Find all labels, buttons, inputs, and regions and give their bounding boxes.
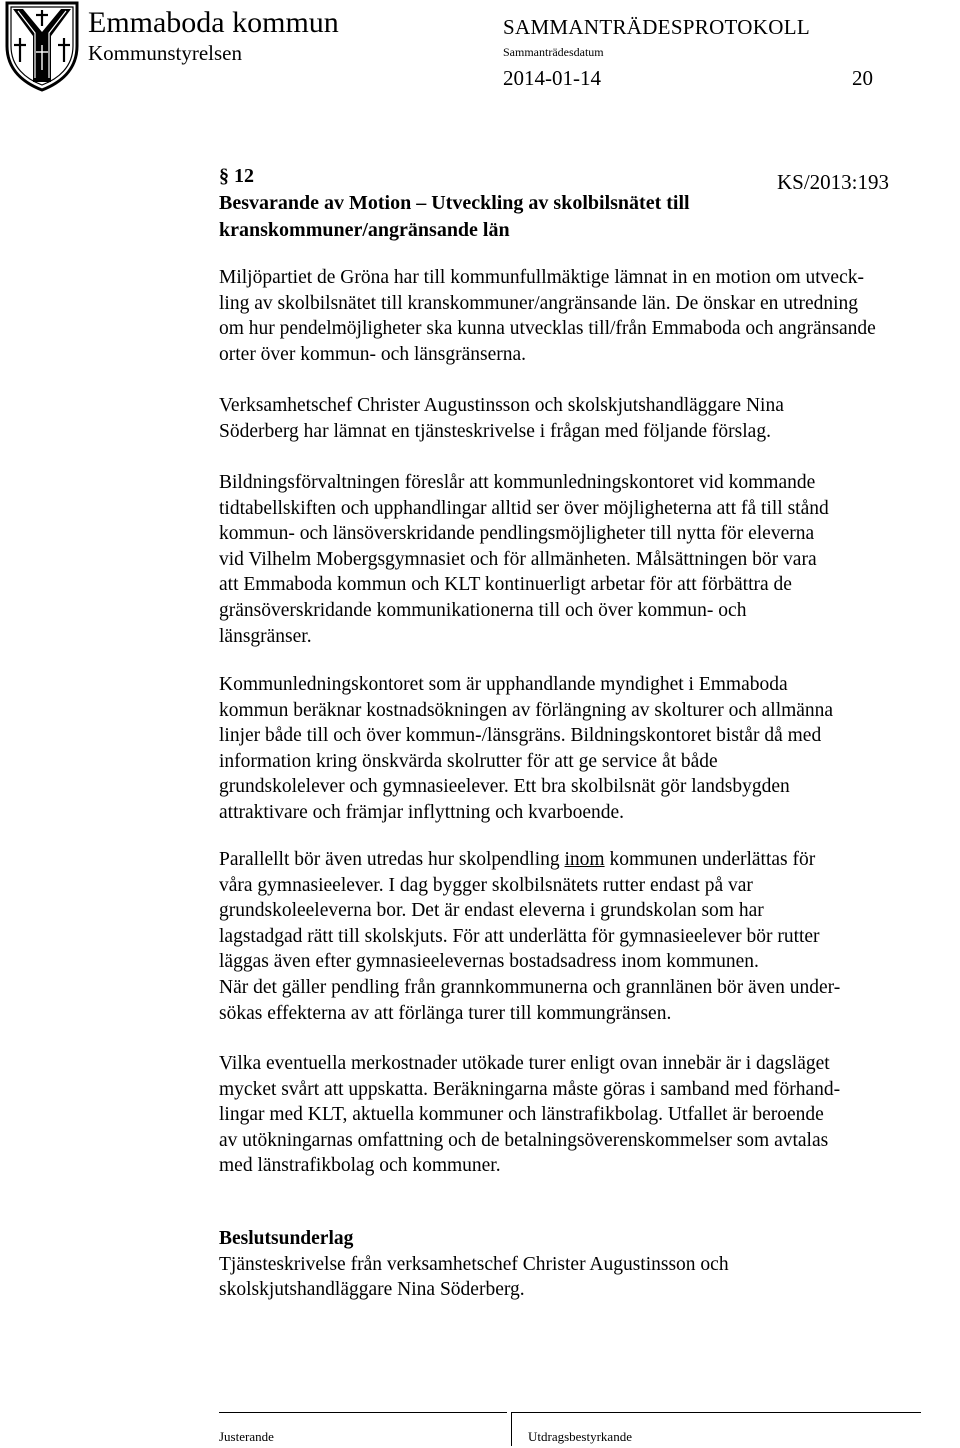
body-paragraph bbox=[219, 265, 939, 367]
body-paragraph bbox=[219, 1051, 939, 1179]
paragraph-number: § 12 bbox=[219, 165, 254, 187]
text-segment: kommunen underlättas för bbox=[604, 849, 816, 870]
text-line: linjer både till och över kommun-/länsgräns. Bildningskontoret bistår då med bbox=[219, 725, 822, 747]
text-line: skolskjutshandläggare Nina Söderberg. bbox=[219, 1279, 525, 1301]
footer-divider bbox=[219, 1412, 507, 1413]
meeting-date-label: Sammanträdesdatum bbox=[503, 45, 604, 59]
text-line: grundskoleeleverna bor. Det är endast eleverna i grundskolan som har bbox=[219, 900, 764, 922]
text-line: information kring önskvärda skolrutter för att ge service åt både bbox=[219, 750, 718, 772]
text-segment: Parallellt bör även utredas hur skolpendling bbox=[219, 849, 565, 870]
meeting-date: 2014-01-14 bbox=[503, 66, 601, 90]
text-line: Tjänsteskrivelse från verksamhetschef Christer Augustinsson och bbox=[219, 1253, 729, 1275]
underlined-word: inom bbox=[564, 849, 605, 870]
item-title-line: Besvarande av Motion – Utveckling av skolbilsnätet till bbox=[219, 192, 690, 214]
text-line bbox=[219, 847, 939, 873]
coat-of-arms-logo bbox=[4, 0, 80, 92]
text-line: ling av skolbilsnätet till kranskommuner/angränsande län. De önskar en utredning bbox=[219, 292, 859, 314]
page-number: 20 bbox=[852, 66, 873, 90]
text-line: om hur pendelmöjligheter ska kunna utvecklas till/från Emmaboda och angränsande bbox=[219, 318, 876, 340]
text-line: läggas även efter gymnasieelevernas bostadsadress inom kommunen. bbox=[219, 951, 759, 973]
footer-divider bbox=[511, 1412, 512, 1446]
text-line: Miljöpartiet de Gröna har till kommunfullmäktige lämnat in en motion om utveck- bbox=[219, 267, 864, 288]
text-line: av utökningarnas omfattning och de betalningsöverenskommelser som avtalas bbox=[219, 1129, 829, 1151]
text-line: orter över kommun- och länsgränserna. bbox=[219, 343, 527, 365]
text-line: Verksamhetschef Christer Augustinsson och skolskjutshandläggare Nina bbox=[219, 395, 784, 416]
text-line: mycket svårt att uppskatta. Beräkningarna måste göras i samband med förhand- bbox=[219, 1078, 841, 1100]
text-line: våra gymnasieelever. I dag bygger skolbilsnätets rutter endast på var bbox=[219, 874, 753, 896]
text-line: När det gäller pendling från grannkommunerna och grannlänen bör även under- bbox=[219, 976, 841, 998]
text-line: länsgränser. bbox=[219, 625, 312, 647]
text-line: Vilka eventuella merkostnader utökade turer enligt ovan innebär är i dagsläget bbox=[219, 1053, 830, 1074]
text-line: kommun- och länsöverskridande pendlingsmöjligheter till nytta för eleverna bbox=[219, 523, 815, 545]
body-paragraph bbox=[219, 470, 939, 649]
item-heading bbox=[219, 163, 690, 244]
text-line: grundskolelever och gymnasieelever. Ett bra skolbilsnät gör landsbygden bbox=[219, 776, 790, 798]
department-name: Kommunstyrelsen bbox=[88, 41, 242, 65]
footer-divider bbox=[511, 1412, 921, 1413]
text-line: lingar med KLT, aktuella kommuner och länstrafikbolag. Utfallet är beroende bbox=[219, 1104, 824, 1126]
decision-basis-heading: Beslutsunderlag bbox=[219, 1228, 354, 1249]
text-line: vid Vilhelm Mobergsgymnasiet och för allmänheten. Målsättningen bör vara bbox=[219, 548, 817, 570]
text-line: gränsöverskridande kommunikationerna till och över kommun- och bbox=[219, 599, 747, 621]
case-number: KS/2013:193 bbox=[777, 170, 890, 194]
text-line: lagstadgad rätt till skolskjuts. För att underlätta för gymnasieelever bör rutter bbox=[219, 925, 820, 947]
body-paragraph bbox=[219, 847, 939, 1026]
text-line: Kommunledningskontoret som är upphandlande myndighet i Emmaboda bbox=[219, 674, 788, 695]
body-paragraph bbox=[219, 393, 939, 444]
text-line: att Emmaboda kommun och KLT kontinuerligt arbetar för att förbättra de bbox=[219, 574, 792, 596]
item-title-line: kranskommuner/angränsande län bbox=[219, 219, 510, 241]
text-line: med länstrafikbolag och kommuner. bbox=[219, 1155, 501, 1177]
text-line: Bildningsförvaltningen föreslår att kommunledningskontoret vid kommande bbox=[219, 472, 816, 493]
footer-adjuster-label: Justerande bbox=[219, 1429, 274, 1444]
body-paragraph bbox=[219, 672, 939, 826]
text-line: kommun beräknar kostnadsökningen av förlängning av skolturer och allmänna bbox=[219, 699, 834, 721]
text-line: tidtabellskiften och upphandlingar alltid ser över möjligheterna att få till stånd bbox=[219, 497, 829, 519]
footer-extract-certified-label: Utdragsbestyrkande bbox=[528, 1429, 632, 1444]
decision-basis-section bbox=[219, 1226, 729, 1303]
document-type-title: SAMMANTRÄDESPROTOKOLL bbox=[503, 15, 810, 39]
organization-name: Emmaboda kommun bbox=[88, 6, 339, 39]
text-line: sökas effekterna av att förlänga turer till kommungränsen. bbox=[219, 1002, 672, 1024]
text-line: Söderberg har lämnat en tjänsteskrivelse i frågan med följande förslag. bbox=[219, 420, 771, 442]
text-line: attraktivare och främjar inflyttning och kvarboende. bbox=[219, 801, 625, 823]
